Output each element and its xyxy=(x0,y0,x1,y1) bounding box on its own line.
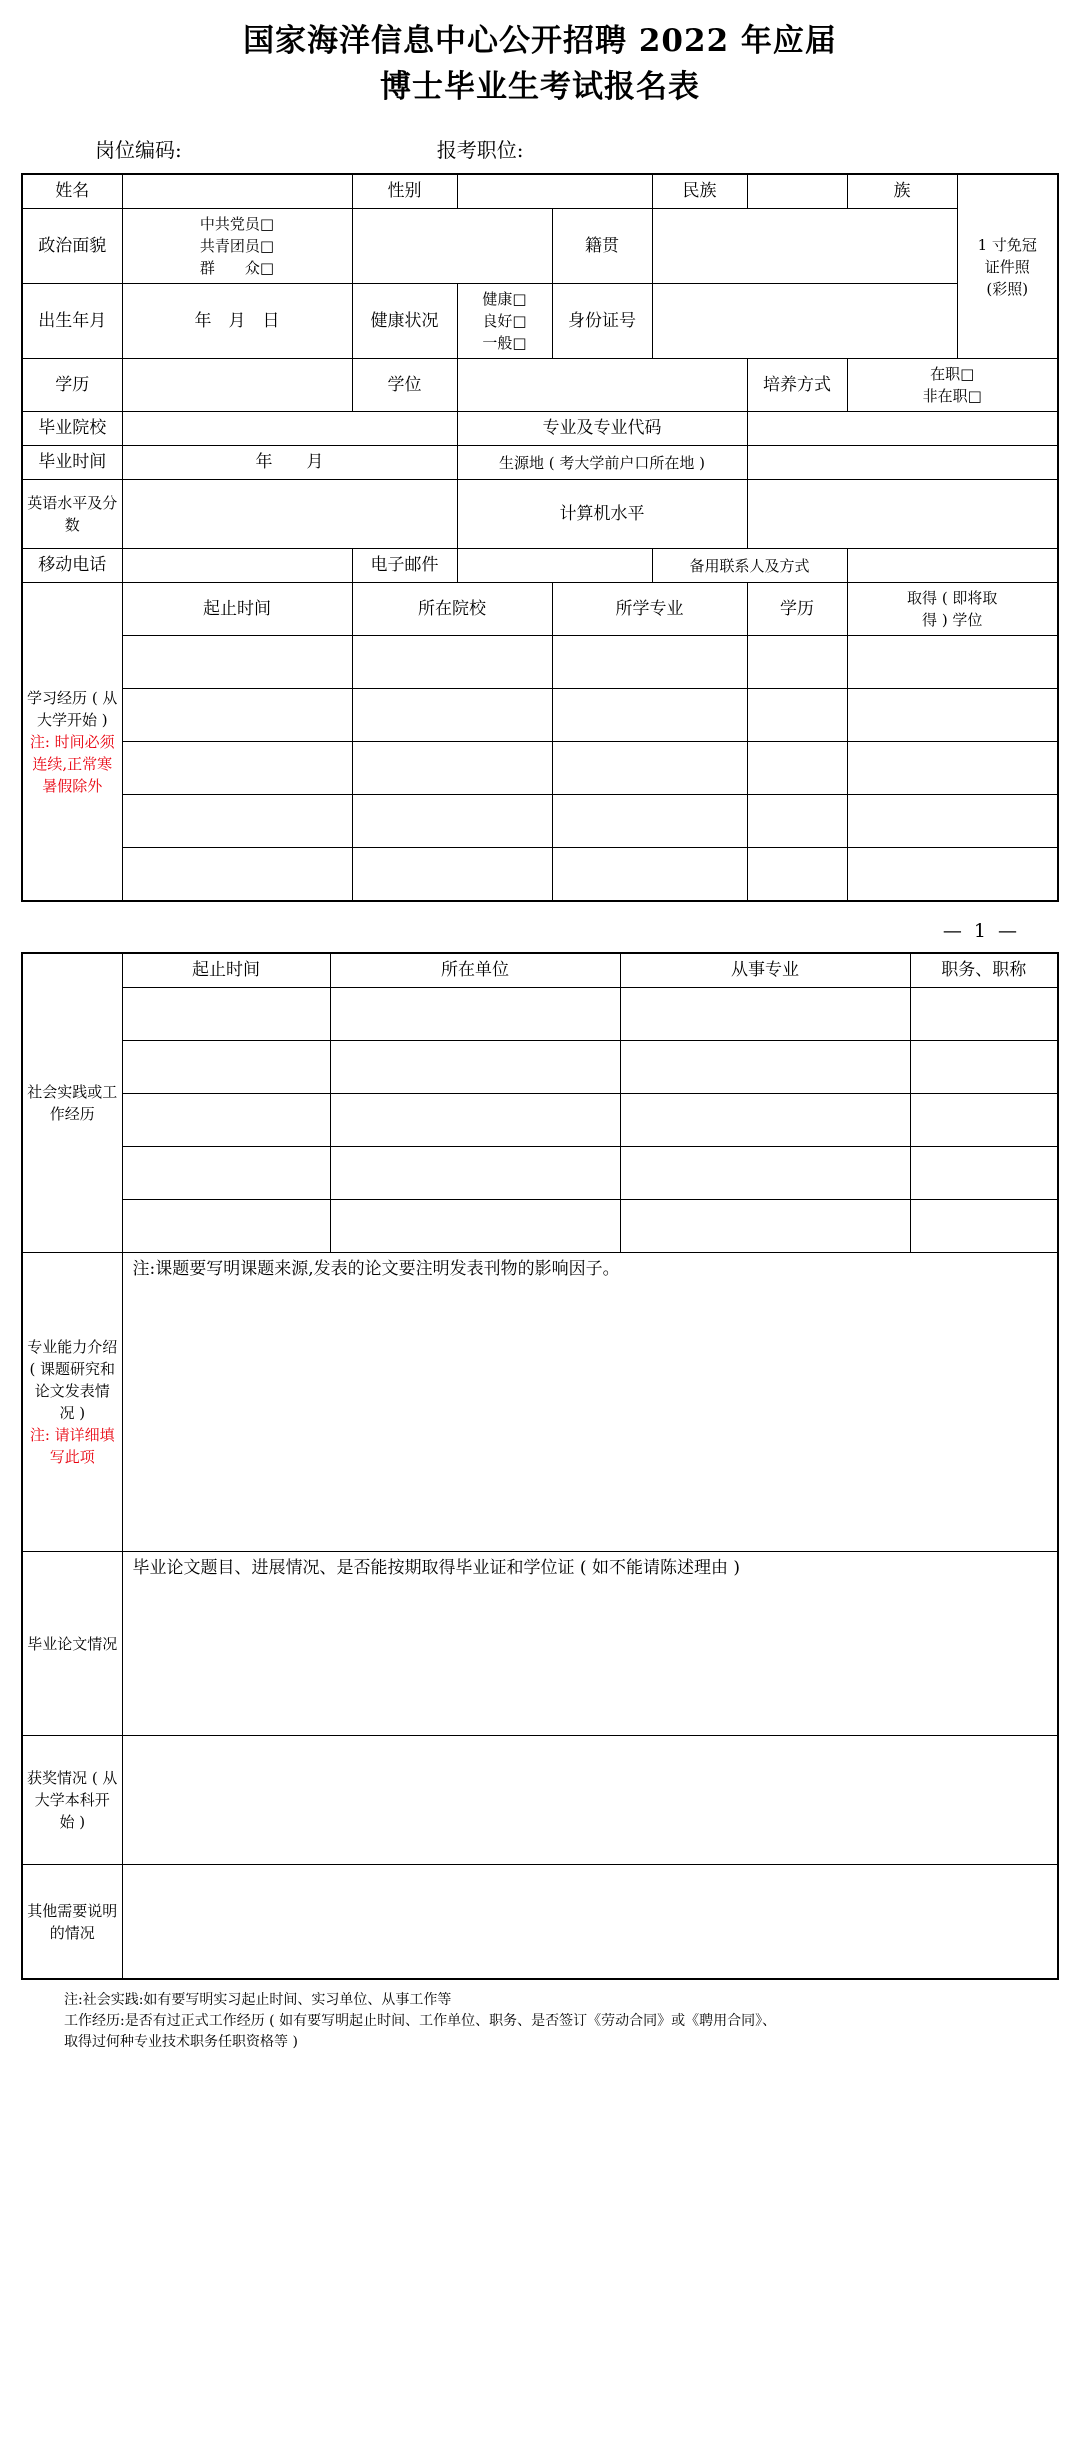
study-col-degree xyxy=(847,583,1058,636)
social-cell-title[interactable] xyxy=(910,1147,1058,1200)
study-col-education: 学历 xyxy=(747,583,847,636)
footnote-line-2: 工作经历:是否有过正式工作经历 ( 如有要写明起止时间、工作单位、职务、是否签订《劳动合同》或《聘用合同》、 xyxy=(64,2013,777,2029)
study-cell-education[interactable] xyxy=(747,689,847,742)
cell-english-label: 英语水平及分数 xyxy=(22,480,122,549)
study-cell-school[interactable] xyxy=(352,742,552,795)
table-row xyxy=(22,359,1058,412)
cell-political-blank[interactable] xyxy=(352,209,552,284)
table-row xyxy=(22,988,1058,1041)
social-cell-unit[interactable] xyxy=(330,1147,620,1200)
table-row xyxy=(22,583,1058,636)
study-cell-period[interactable] xyxy=(122,742,352,795)
prof-label-line-2: ( 课题研究和 xyxy=(29,1360,116,1378)
study-cell-major[interactable] xyxy=(552,742,747,795)
cell-gender-label: 性别 xyxy=(352,174,457,209)
thesis-content-note: 毕业论文题目、进展情况、是否能按期取得毕业证和学位证 ( 如不能请陈述理由 ) xyxy=(132,1558,740,1578)
cell-awards-content[interactable] xyxy=(122,1736,1058,1865)
study-cell-school[interactable] xyxy=(352,848,552,902)
cell-nation-unit: 族 xyxy=(847,174,957,209)
table-row xyxy=(22,1552,1058,1736)
prof-label-line-3: 论文发表情 xyxy=(34,1382,110,1400)
study-note-line-2: 连续,正常寒 xyxy=(32,754,113,773)
study-cell-education[interactable] xyxy=(747,848,847,902)
study-col-degree-line-2: 得 ) 学位 xyxy=(922,611,983,629)
study-cell-degree[interactable] xyxy=(847,848,1058,902)
social-col-major: 从事专业 xyxy=(620,953,910,988)
study-cell-period[interactable] xyxy=(122,636,352,689)
cell-major-value[interactable] xyxy=(747,412,1058,446)
cell-source-place-value[interactable] xyxy=(747,446,1058,480)
social-cell-period[interactable] xyxy=(122,1200,330,1253)
study-cell-degree[interactable] xyxy=(847,636,1058,689)
cell-degree-value[interactable] xyxy=(457,359,747,412)
prof-label-line-1: 专业能力介绍 xyxy=(27,1338,118,1356)
table-row xyxy=(22,1253,1058,1552)
photo-line-2: 证件照 xyxy=(984,257,1030,276)
cell-graduate-time-value[interactable]: 年 月 xyxy=(122,446,457,480)
form-page xyxy=(0,18,1080,2440)
table-row xyxy=(22,848,1058,902)
study-label-line-1: 学习经历 ( 从 xyxy=(27,688,118,707)
basic-info-table xyxy=(21,173,1059,902)
other-label-line-2: 的情况 xyxy=(49,1923,95,1942)
table-row xyxy=(22,1736,1058,1865)
social-cell-period[interactable] xyxy=(122,1147,330,1200)
study-cell-education[interactable] xyxy=(747,636,847,689)
footnote-line-3: 取得过何种专业技术职务任职资格等 ) xyxy=(64,2034,298,2050)
cell-name-value[interactable] xyxy=(122,174,352,209)
table-row xyxy=(22,209,1058,284)
cell-nation-value[interactable] xyxy=(747,174,847,209)
study-cell-major[interactable] xyxy=(552,689,747,742)
cell-other-content[interactable] xyxy=(122,1865,1058,1980)
study-cell-major[interactable] xyxy=(552,795,747,848)
photo-line-3: (彩照) xyxy=(986,279,1029,298)
cell-training-mode-options[interactable] xyxy=(847,359,1058,412)
study-cell-period[interactable] xyxy=(122,795,352,848)
cell-health-options[interactable] xyxy=(457,284,552,359)
cell-native-place-value[interactable] xyxy=(652,209,957,284)
experience-table xyxy=(21,952,1059,1980)
social-col-title: 职务、职称 xyxy=(910,953,1058,988)
social-cell-unit[interactable] xyxy=(330,988,620,1041)
social-cell-major[interactable] xyxy=(620,1094,910,1147)
social-cell-unit[interactable] xyxy=(330,1041,620,1094)
study-label-line-2: 大学开始 ) xyxy=(36,710,108,729)
study-cell-period[interactable] xyxy=(122,848,352,902)
cell-backup-contact-label: 备用联系人及方式 xyxy=(652,549,847,583)
study-note-line-1: 注: 时间必须 xyxy=(29,732,115,751)
cell-degree-label: 学位 xyxy=(352,359,457,412)
social-cell-period[interactable] xyxy=(122,1094,330,1147)
cell-id-number-value[interactable] xyxy=(652,284,957,359)
social-cell-major[interactable] xyxy=(620,1200,910,1253)
prof-content-note: 注:课题要写明课题来源,发表的论文要注明发表刊物的影响因子。 xyxy=(132,1259,620,1279)
cell-birth-label: 出生年月 xyxy=(22,284,122,359)
social-cell-title[interactable] xyxy=(910,1094,1058,1147)
political-option-masses[interactable]: 群 众□ xyxy=(199,259,275,277)
table-row xyxy=(22,689,1058,742)
cell-study-experience-label xyxy=(22,583,122,902)
footnote-line-1: 注:社会实践:如有要写明实习起止时间、实习单位、从事工作等 xyxy=(64,1992,452,2008)
awards-label-line-3: 始 ) xyxy=(59,1813,86,1831)
study-cell-school[interactable] xyxy=(352,795,552,848)
cell-id-number-label: 身份证号 xyxy=(552,284,652,359)
cell-political-label: 政治面貌 xyxy=(22,209,122,284)
social-cell-major[interactable] xyxy=(620,1041,910,1094)
training-option-fulltime[interactable]: 非在职□ xyxy=(922,387,982,405)
cell-graduate-school-label: 毕业院校 xyxy=(22,412,122,446)
study-cell-school[interactable] xyxy=(352,636,552,689)
social-cell-title[interactable] xyxy=(910,988,1058,1041)
study-cell-degree[interactable] xyxy=(847,689,1058,742)
title-line-1: 国家海洋信息中心公开招聘 2022 年应届 xyxy=(243,23,837,59)
table-row xyxy=(22,174,1058,209)
social-cell-period[interactable] xyxy=(122,988,330,1041)
cell-awards-label xyxy=(22,1736,122,1865)
table-row xyxy=(22,1147,1058,1200)
cell-photo-placeholder xyxy=(957,174,1058,359)
cell-major-label: 专业及专业代码 xyxy=(457,412,747,446)
health-option-healthy[interactable]: 健康□ xyxy=(482,290,527,308)
cell-education-value[interactable] xyxy=(122,359,352,412)
social-cell-major[interactable] xyxy=(620,988,910,1041)
header-fields xyxy=(0,134,1080,163)
study-col-period: 起止时间 xyxy=(122,583,352,636)
table-row xyxy=(22,1041,1058,1094)
cell-email-value[interactable] xyxy=(457,549,652,583)
social-cell-title[interactable] xyxy=(910,1200,1058,1253)
study-col-major: 所学专业 xyxy=(552,583,747,636)
table-row xyxy=(22,1200,1058,1253)
cell-social-practice-label xyxy=(22,953,122,1253)
cell-political-options[interactable] xyxy=(122,209,352,284)
study-cell-major[interactable] xyxy=(552,636,747,689)
other-label-line-1: 其他需要说明 xyxy=(27,1901,118,1920)
cell-nation-label: 民族 xyxy=(652,174,747,209)
prof-note-line-2: 写此项 xyxy=(49,1448,95,1466)
cell-computer-label: 计算机水平 xyxy=(457,480,747,549)
cell-professional-ability-label xyxy=(22,1253,122,1552)
social-cell-unit[interactable] xyxy=(330,1200,620,1253)
cell-email-label: 电子邮件 xyxy=(352,549,457,583)
social-col-period: 起止时间 xyxy=(122,953,330,988)
cell-health-label: 健康状况 xyxy=(352,284,457,359)
awards-label-line-2: 大学本科开 xyxy=(34,1791,110,1809)
study-col-degree-line-1: 取得 ( 即将取 xyxy=(907,589,998,607)
cell-gender-value[interactable] xyxy=(457,174,652,209)
political-option-league[interactable]: 共青团员□ xyxy=(199,237,275,255)
title-line-2: 博士毕业生考试报名表 xyxy=(380,69,700,105)
cell-education-label: 学历 xyxy=(22,359,122,412)
social-col-unit: 所在单位 xyxy=(330,953,620,988)
study-cell-degree[interactable] xyxy=(847,795,1058,848)
table-row xyxy=(22,549,1058,583)
study-cell-school[interactable] xyxy=(352,689,552,742)
study-cell-major[interactable] xyxy=(552,848,747,902)
post-code-label: 岗位编码: xyxy=(95,138,182,162)
study-cell-education[interactable] xyxy=(747,795,847,848)
cell-computer-value[interactable] xyxy=(747,480,1058,549)
training-option-onjob[interactable]: 在职□ xyxy=(930,365,975,383)
social-label-line-1: 社会实践或工 xyxy=(27,1083,118,1101)
study-cell-period[interactable] xyxy=(122,689,352,742)
cell-name-label: 姓名 xyxy=(22,174,122,209)
page-title xyxy=(0,18,1080,110)
footnotes xyxy=(0,1990,1080,2053)
cell-thesis-content[interactable] xyxy=(122,1552,1058,1736)
social-cell-period[interactable] xyxy=(122,1041,330,1094)
cell-training-mode-label: 培养方式 xyxy=(747,359,847,412)
table-row xyxy=(22,446,1058,480)
cell-professional-ability-content[interactable] xyxy=(122,1253,1058,1552)
cell-birth-value[interactable]: 年 月 日 xyxy=(122,284,352,359)
social-cell-major[interactable] xyxy=(620,1147,910,1200)
social-cell-unit[interactable] xyxy=(330,1094,620,1147)
table-row xyxy=(22,953,1058,988)
political-option-party[interactable]: 中共党员□ xyxy=(199,215,275,233)
prof-label-line-4: 况 ) xyxy=(59,1404,86,1422)
cell-thesis-label: 毕业论文情况 xyxy=(22,1552,122,1736)
table-row xyxy=(22,480,1058,549)
table-row xyxy=(22,742,1058,795)
study-col-school: 所在院校 xyxy=(352,583,552,636)
cell-english-value[interactable] xyxy=(122,480,457,549)
social-label-line-2: 作经历 xyxy=(49,1105,95,1123)
study-cell-education[interactable] xyxy=(747,742,847,795)
table-row xyxy=(22,1865,1058,1980)
health-option-good[interactable]: 良好□ xyxy=(482,312,527,330)
page-number: — 1 — xyxy=(942,920,1020,942)
cell-other-label xyxy=(22,1865,122,1980)
table-row xyxy=(22,412,1058,446)
cell-backup-contact-value[interactable] xyxy=(847,549,1058,583)
cell-native-place-label: 籍贯 xyxy=(552,209,652,284)
photo-line-1: 1 寸免冠 xyxy=(977,235,1037,254)
cell-graduate-school-value[interactable] xyxy=(122,412,457,446)
cell-mobile-value[interactable] xyxy=(122,549,352,583)
cell-mobile-label: 移动电话 xyxy=(22,549,122,583)
awards-label-line-1: 获奖情况 ( 从 xyxy=(27,1769,118,1787)
table-row xyxy=(22,795,1058,848)
social-cell-title[interactable] xyxy=(910,1041,1058,1094)
apply-position-label: 报考职位: xyxy=(436,138,524,162)
study-note-line-3: 暑假除外 xyxy=(42,776,103,795)
health-option-normal[interactable]: 一般□ xyxy=(482,334,527,352)
table-row xyxy=(22,636,1058,689)
study-cell-degree[interactable] xyxy=(847,742,1058,795)
table-row xyxy=(22,284,1058,359)
prof-note-line-1: 注: 请详细填 xyxy=(29,1426,115,1444)
cell-source-place-label: 生源地 ( 考大学前户口所在地 ) xyxy=(457,446,747,480)
table-row xyxy=(22,1094,1058,1147)
cell-graduate-time-label: 毕业时间 xyxy=(22,446,122,480)
